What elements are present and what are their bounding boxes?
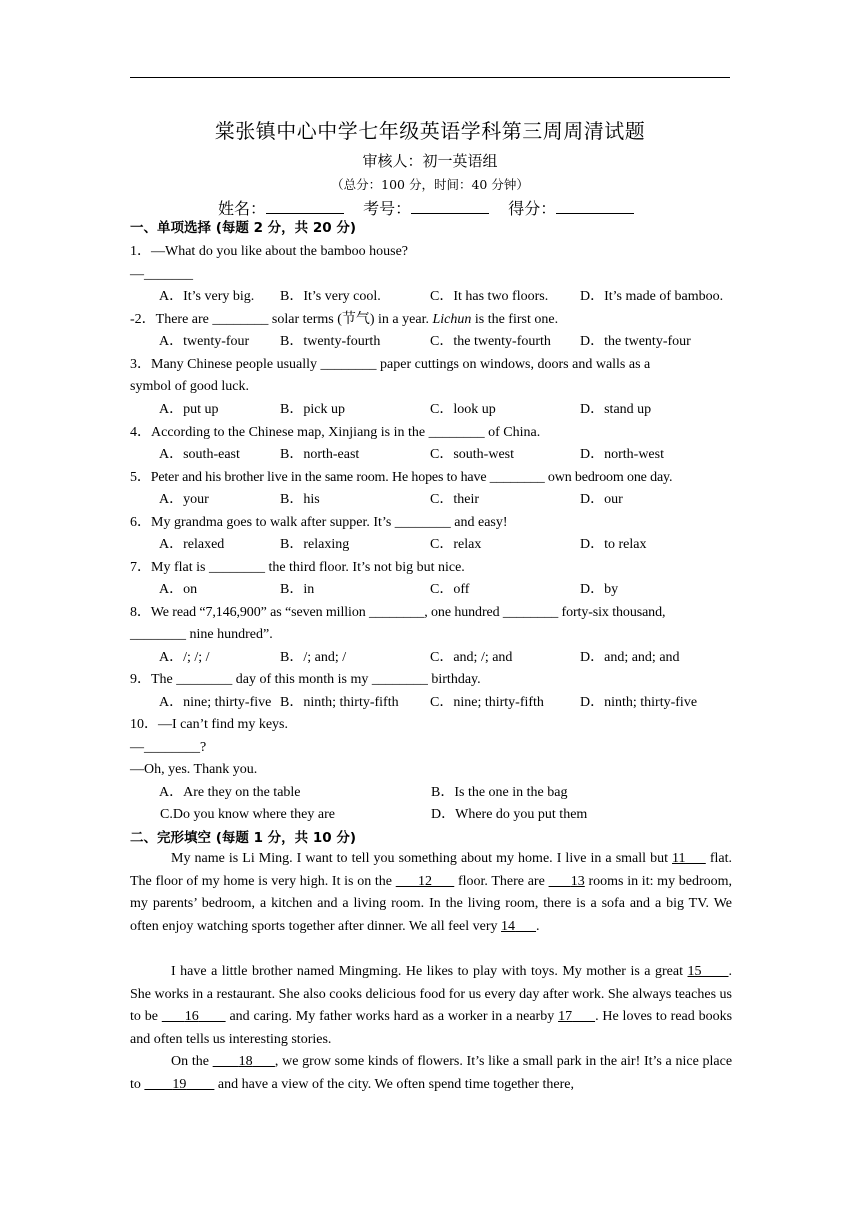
blank-13[interactable]: 13: [570, 873, 585, 889]
score-time-note: （总分：100 分，时间：40 分钟）: [331, 177, 529, 192]
q6-option-d[interactable]: D．to relax: [580, 537, 647, 552]
q5-option-a[interactable]: A．your: [159, 492, 209, 507]
q1-option-c[interactable]: C．It has two floors.: [430, 289, 549, 304]
blank-12[interactable]: 12: [418, 873, 432, 889]
cloze-paragraph-1: [130, 848, 732, 938]
q1-option-d[interactable]: D．It’s made of bamboo.: [580, 289, 724, 304]
question-10-line-3: —Oh, yes. Thank you.: [130, 762, 258, 777]
score-label: 得分：: [508, 199, 557, 218]
question-4-line-1: 4．According to the Chinese map, Xinjiang is in the ________ of China.: [130, 425, 541, 440]
q6-option-a[interactable]: A．relaxed: [159, 537, 225, 552]
q7-option-a[interactable]: A．on: [159, 582, 198, 597]
q10-option-a[interactable]: A．Are they on the table: [159, 785, 301, 800]
cloze-paragraph-2: [130, 961, 732, 1051]
score-blank[interactable]: [556, 199, 634, 214]
reviewer-line: 审核人：初一英语组: [362, 152, 498, 170]
q9-option-d[interactable]: D．ninth; thirty-five: [580, 695, 698, 710]
q3-option-c[interactable]: C．look up: [430, 402, 496, 417]
question-10-line-2: —________?: [130, 740, 207, 755]
q9-option-a[interactable]: A．nine; thirty-five: [159, 695, 272, 710]
question-1-line-1: 1．—What do you like about the bamboo house?: [130, 244, 408, 259]
q8-option-c[interactable]: C．and; /; and: [430, 650, 513, 665]
question-5-line-1: 5．Peter and his brother live in the same room. He hopes to have ________ own bedroom one day.: [130, 470, 673, 485]
q7-option-d[interactable]: D．by: [580, 582, 619, 597]
q9-option-c[interactable]: C．nine; thirty-fifth: [430, 695, 544, 710]
q10-option-c[interactable]: C.Do you know where they are: [160, 807, 335, 822]
question-6-line-1: 6．My grandma goes to walk after supper. It’s ________ and easy!: [130, 515, 508, 530]
q5-option-d[interactable]: D．our: [580, 492, 623, 507]
blank-16[interactable]: 16: [184, 1009, 199, 1025]
name-blank[interactable]: [266, 199, 344, 214]
question-1-line-2: —_______: [130, 267, 193, 282]
question-9-line-1: 9．The ________ day of this month is my ________ birthday.: [130, 672, 481, 687]
header-rule: [130, 77, 730, 78]
name-label: 姓名：: [218, 199, 267, 218]
q4-option-b[interactable]: B．north-east: [280, 447, 360, 462]
p3-text-c: , we grow some kinds of flowers. It’s like a small park in the air! It’s a nice place to: [130, 1054, 733, 1092]
p2-text-d: and caring. My father works hard as a worker in a nearby: [229, 1009, 555, 1025]
p1-text-a: My name is Li Ming. I want to tell you something about my home. I live in a small but: [171, 851, 668, 866]
q7-option-c[interactable]: C．off: [430, 582, 470, 597]
p2-text-a: I have a little brother named Mingming. He likes to play with toys. My mother is a great: [171, 964, 683, 979]
q8-option-d[interactable]: D．and; and; and: [580, 650, 680, 665]
p1-text-f: .: [536, 918, 540, 934]
q8-option-a[interactable]: A．/; /; /: [159, 650, 210, 665]
blank-18[interactable]: 18: [238, 1054, 253, 1069]
blank-15[interactable]: 15: [687, 964, 702, 979]
q10-option-d[interactable]: D．Where do you put them: [431, 807, 588, 822]
section2-heading: 二、完形填空 (每题 1 分，共 10 分): [130, 830, 357, 846]
p1-text-d: floor. There are: [457, 873, 545, 889]
p3-text-a: On the: [171, 1054, 209, 1069]
q10-option-b[interactable]: B．Is the one in the bag: [431, 785, 568, 800]
p2-text-c: . She works in a restaurant. She also cooks delicious food for us every day after work. She always teaches us to be: [130, 964, 733, 1025]
q6-option-c[interactable]: C．relax: [430, 537, 482, 552]
page-title: 棠张镇中心中学七年级英语学科第三周周清试题: [214, 119, 646, 143]
p3-text-d: and have a view of the city. We often spend time together there,: [217, 1076, 575, 1092]
q3-option-b[interactable]: B．pick up: [280, 402, 345, 417]
q1-option-a[interactable]: A．It’s very big.: [159, 289, 255, 304]
question-8-line-2: ________ nine hundred”.: [130, 627, 273, 642]
q3-option-d[interactable]: D．stand up: [580, 402, 652, 417]
p1-text-c: flat. The floor of my home is very high. It is on the: [130, 851, 733, 889]
question-2-line-1: -2．There are ________ solar terms (节气) in a year. Lichun is the first one.: [130, 312, 559, 327]
q5-option-c[interactable]: C．their: [430, 492, 479, 507]
blank-11[interactable]: 11: [672, 851, 686, 866]
question-10-line-1: 10．—I can’t find my keys.: [130, 717, 288, 732]
cloze-paragraph-3: [130, 1051, 732, 1096]
q2-option-d[interactable]: D．the twenty-four: [580, 334, 691, 349]
q5-option-b[interactable]: B．his: [280, 492, 320, 507]
question-7-line-1: 7．My flat is ________ the third floor. It’s not big but nice.: [130, 560, 465, 575]
q7-option-b[interactable]: B．in: [280, 582, 315, 597]
number-blank[interactable]: [411, 199, 489, 214]
q2-option-c[interactable]: C．the twenty-fourth: [430, 334, 551, 349]
section1-heading: 一、单项选择 (每题 2 分，共 20 分): [130, 220, 357, 236]
q3-option-a[interactable]: A．put up: [159, 402, 219, 417]
q4-option-d[interactable]: D．north-west: [580, 447, 664, 462]
q4-option-a[interactable]: A．south-east: [159, 447, 240, 462]
blank-14[interactable]: 14: [501, 918, 516, 934]
q1-option-b[interactable]: B．It’s very cool.: [280, 289, 381, 304]
question-3-line-1: 3．Many Chinese people usually ________ paper cuttings on windows, doors and walls as a: [130, 357, 651, 372]
q9-option-b[interactable]: B．ninth; thirty-fifth: [280, 695, 399, 710]
q6-option-b[interactable]: B．relaxing: [280, 537, 350, 552]
q8-option-b[interactable]: B．/; and; /: [280, 650, 347, 665]
student-info-row: [218, 196, 648, 219]
q4-option-c[interactable]: C．south-west: [430, 447, 514, 462]
blank-17[interactable]: 17: [558, 1009, 573, 1025]
question-8-line-1: 8．We read “7,146,900” as “seven million ________, one hundred ________ forty-six thousand,: [130, 605, 666, 620]
q2-option-a[interactable]: A．twenty-four: [159, 334, 250, 349]
blank-19[interactable]: 19: [172, 1076, 187, 1092]
p2-text-e: . He loves to read books and often tells us interesting stories.: [130, 1009, 733, 1047]
q2-option-b[interactable]: B．twenty-fourth: [280, 334, 381, 349]
p1-text-e: rooms in it: my bedroom, my parents’ bedroom, a kitchen and a living room. In the living room, there is a sofa and a big TV. We often enjoy watching sports together after dinner. We all feel very: [130, 873, 733, 934]
question-3-line-2: symbol of good luck.: [130, 379, 249, 394]
number-label: 考号：: [363, 199, 412, 218]
